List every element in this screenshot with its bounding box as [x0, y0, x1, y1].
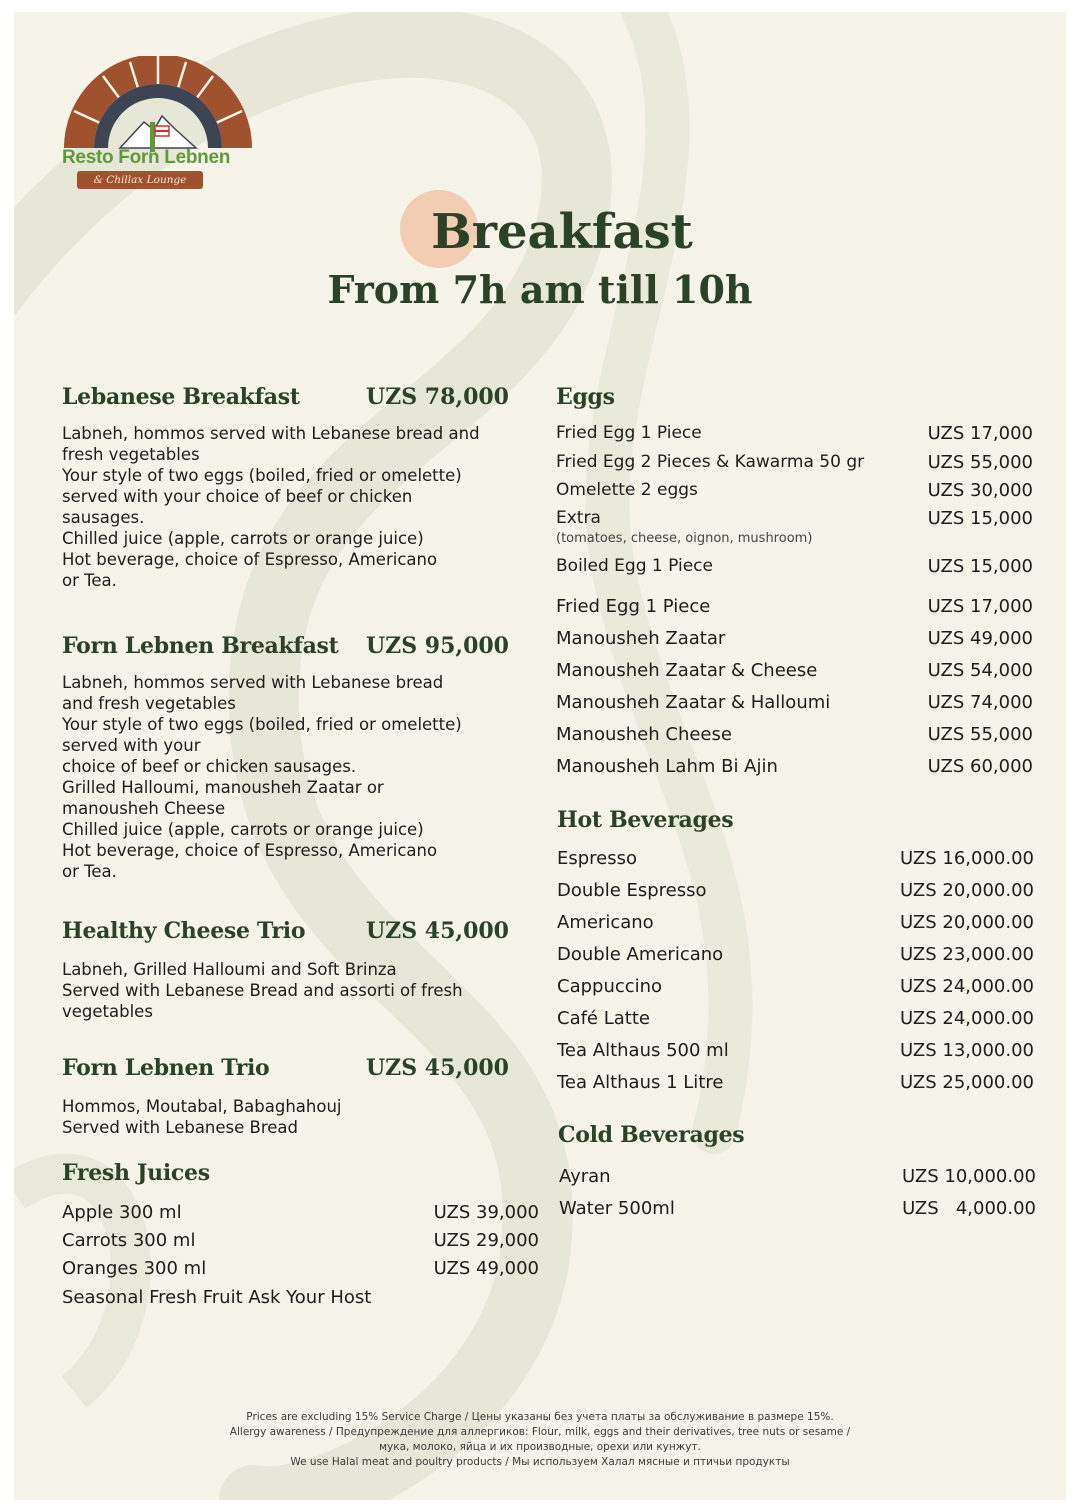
description-line: and fresh vegetables [62, 694, 236, 713]
description-line: sausages. [62, 508, 145, 527]
juice-item-price: UZS 39,000 [433, 1202, 539, 1223]
egg-item-price: UZS 60,000 [927, 756, 1033, 777]
description-line: Your style of two eggs (boiled, fried or omelette) [62, 715, 462, 734]
hot-beverage-price: UZS 13,000.00 [900, 1040, 1034, 1061]
description-line: Labneh, Grilled Halloumi and Soft Brinza [62, 960, 397, 979]
egg-item-name: Manousheh Zaatar & Cheese [556, 660, 818, 681]
egg-item-price: UZS 49,000 [927, 628, 1033, 649]
hot-beverage-price: UZS 24,000.00 [900, 976, 1034, 997]
footer-line: мука, молоко, яйца и их производные, орехи или кунжут. [379, 1441, 701, 1453]
page-subtitle: From 7h am till 10h [327, 267, 753, 312]
footer-line: Allergy awareness / Предупреждение для аллергиков: Flour, milk, eggs and their derivatives, tree nuts or sesame / [229, 1426, 851, 1438]
cold-beverage-price: UZS 4,000.00 [902, 1198, 1036, 1219]
hot-beverage-price: UZS 25,000.00 [900, 1072, 1034, 1093]
healthy-cheese-trio-description [62, 959, 542, 1022]
description-line: Labneh, hommos served with Lebanese bread and [62, 424, 480, 443]
footer-line: Prices are excluding 15% Service Charge / Цены указаны без учета платы за обслуживание в размере 15%. [246, 1411, 834, 1423]
description-line: Served with Lebanese Bread [62, 1118, 299, 1137]
egg-item-price: UZS 55,000 [927, 724, 1033, 745]
menu-page [14, 12, 1066, 1500]
description-line: Chilled juice (apple, carrots or orange juice) [62, 820, 424, 839]
extra-note: (tomatoes, cheese, oignon, mushroom) [556, 531, 813, 546]
egg-item-price: UZS 17,000 [927, 596, 1033, 617]
description-line: Hommos, Moutabal, Babaghahouj [62, 1097, 342, 1116]
egg-item-name: Manousheh Zaatar & Halloumi [556, 692, 831, 713]
fresh-juices-heading: Fresh Juices [62, 1160, 210, 1186]
eggs-heading: Eggs [556, 384, 615, 410]
description-line: Grilled Halloumi, manousheh Zaatar or [62, 778, 384, 797]
forn-lebnen-breakfast-title: Forn Lebnen Breakfast [62, 633, 339, 659]
description-line: Hot beverage, choice of Espresso, Americano [62, 841, 438, 860]
cold-beverage-price: UZS 10,000.00 [902, 1166, 1036, 1187]
description-line: Chilled juice (apple, carrots or orange juice) [62, 529, 424, 548]
description-line: Hot beverage, choice of Espresso, Americano [62, 550, 438, 569]
egg-item-price: UZS 55,000 [927, 452, 1033, 473]
hot-beverages-heading: Hot Beverages [557, 807, 734, 833]
description-line: or Tea. [62, 862, 117, 881]
egg-item-price: UZS 54,000 [927, 660, 1033, 681]
egg-item-price: UZS 15,000 [927, 556, 1033, 577]
egg-item-price: UZS 30,000 [927, 480, 1033, 501]
hot-beverage-name: Espresso [557, 848, 638, 869]
cold-beverages-heading: Cold Beverages [558, 1122, 745, 1148]
hot-beverage-name: Café Latte [557, 1008, 650, 1029]
description-line: Served with Lebanese Bread and assorti of fresh [62, 981, 463, 1000]
forn-lebnen-trio-title: Forn Lebnen Trio [62, 1055, 270, 1081]
hot-beverage-name: Double Espresso [557, 880, 707, 901]
hot-beverage-price: UZS 20,000.00 [900, 912, 1034, 933]
hot-beverage-price: UZS 16,000.00 [900, 848, 1034, 869]
juice-item-name: Apple 300 ml [62, 1202, 182, 1223]
forn-lebnen-trio-price: UZS 45,000 [366, 1055, 509, 1081]
hot-beverage-price: UZS 23,000.00 [900, 944, 1034, 965]
description-line: choice of beef or chicken sausages. [62, 757, 357, 776]
description-line: fresh vegetables [62, 445, 200, 464]
logo-brand-name: Resto Forn Lebnen [62, 147, 231, 168]
juice-item-name: Carrots 300 ml [62, 1230, 196, 1251]
footer-notes [14, 1410, 1066, 1470]
juice-note: Seasonal Fresh Fruit Ask Your Host [62, 1287, 372, 1308]
hot-beverage-price: UZS 24,000.00 [900, 1008, 1034, 1029]
lebanese-breakfast-price: UZS 78,000 [366, 384, 509, 410]
egg-item-price: UZS 17,000 [927, 423, 1033, 444]
description-line: or Tea. [62, 571, 117, 590]
egg-item-name: Fried Egg 1 Piece [556, 596, 711, 617]
egg-item-price: UZS 74,000 [927, 692, 1033, 713]
hot-beverage-price: UZS 20,000.00 [900, 880, 1034, 901]
description-line: served with your choice of beef or chicken [62, 487, 413, 506]
forn-lebnen-breakfast-price: UZS 95,000 [366, 633, 509, 659]
egg-item-name: Boiled Egg 1 Piece [556, 556, 713, 576]
forn-lebnen-breakfast-description [62, 672, 542, 882]
footer-line: We use Halal meat and poultry products / Мы используем Халал мясные и птичьи продукты [290, 1456, 790, 1468]
hot-beverage-name: Cappuccino [557, 976, 663, 997]
lebanese-breakfast-title: Lebanese Breakfast [62, 384, 300, 410]
description-line: Labneh, hommos served with Lebanese bread [62, 673, 444, 692]
hot-beverage-name: Tea Althaus 1 Litre [557, 1072, 724, 1093]
egg-item-name: Extra [556, 508, 601, 528]
page-title: Breakfast [431, 204, 693, 260]
healthy-cheese-trio-price: UZS 45,000 [366, 918, 509, 944]
cold-beverage-name: Ayran [559, 1166, 611, 1187]
cold-beverage-name: Water 500ml [559, 1198, 675, 1219]
egg-item-name: Manousheh Zaatar [556, 628, 726, 649]
egg-item-name: Manousheh Cheese [556, 724, 732, 745]
description-line: vegetables [62, 1002, 153, 1021]
description-line: served with your [62, 736, 201, 755]
hot-beverage-name: Double Americano [557, 944, 724, 965]
forn-lebnen-trio-description [62, 1096, 542, 1138]
juice-item-price: UZS 29,000 [433, 1230, 539, 1251]
lebanese-breakfast-description [62, 423, 542, 591]
juice-item-price: UZS 49,000 [433, 1258, 539, 1279]
description-line: Your style of two eggs (boiled, fried or omelette) [62, 466, 462, 485]
description-line: manousheh Cheese [62, 799, 226, 818]
egg-item-name: Fried Egg 1 Piece [556, 423, 702, 443]
egg-item-name: Fried Egg 2 Pieces & Kawarma 50 gr [556, 452, 865, 472]
logo-tagline: & Chillax Lounge [77, 171, 203, 189]
egg-item-name: Manousheh Lahm Bi Ajin [556, 756, 778, 777]
hot-beverage-name: Tea Althaus 500 ml [557, 1040, 729, 1061]
egg-item-price: UZS 15,000 [927, 508, 1033, 529]
hot-beverage-name: Americano [557, 912, 654, 933]
egg-item-name: Omelette 2 eggs [556, 480, 698, 500]
juice-item-name: Oranges 300 ml [62, 1258, 207, 1279]
healthy-cheese-trio-title: Healthy Cheese Trio [62, 918, 306, 944]
